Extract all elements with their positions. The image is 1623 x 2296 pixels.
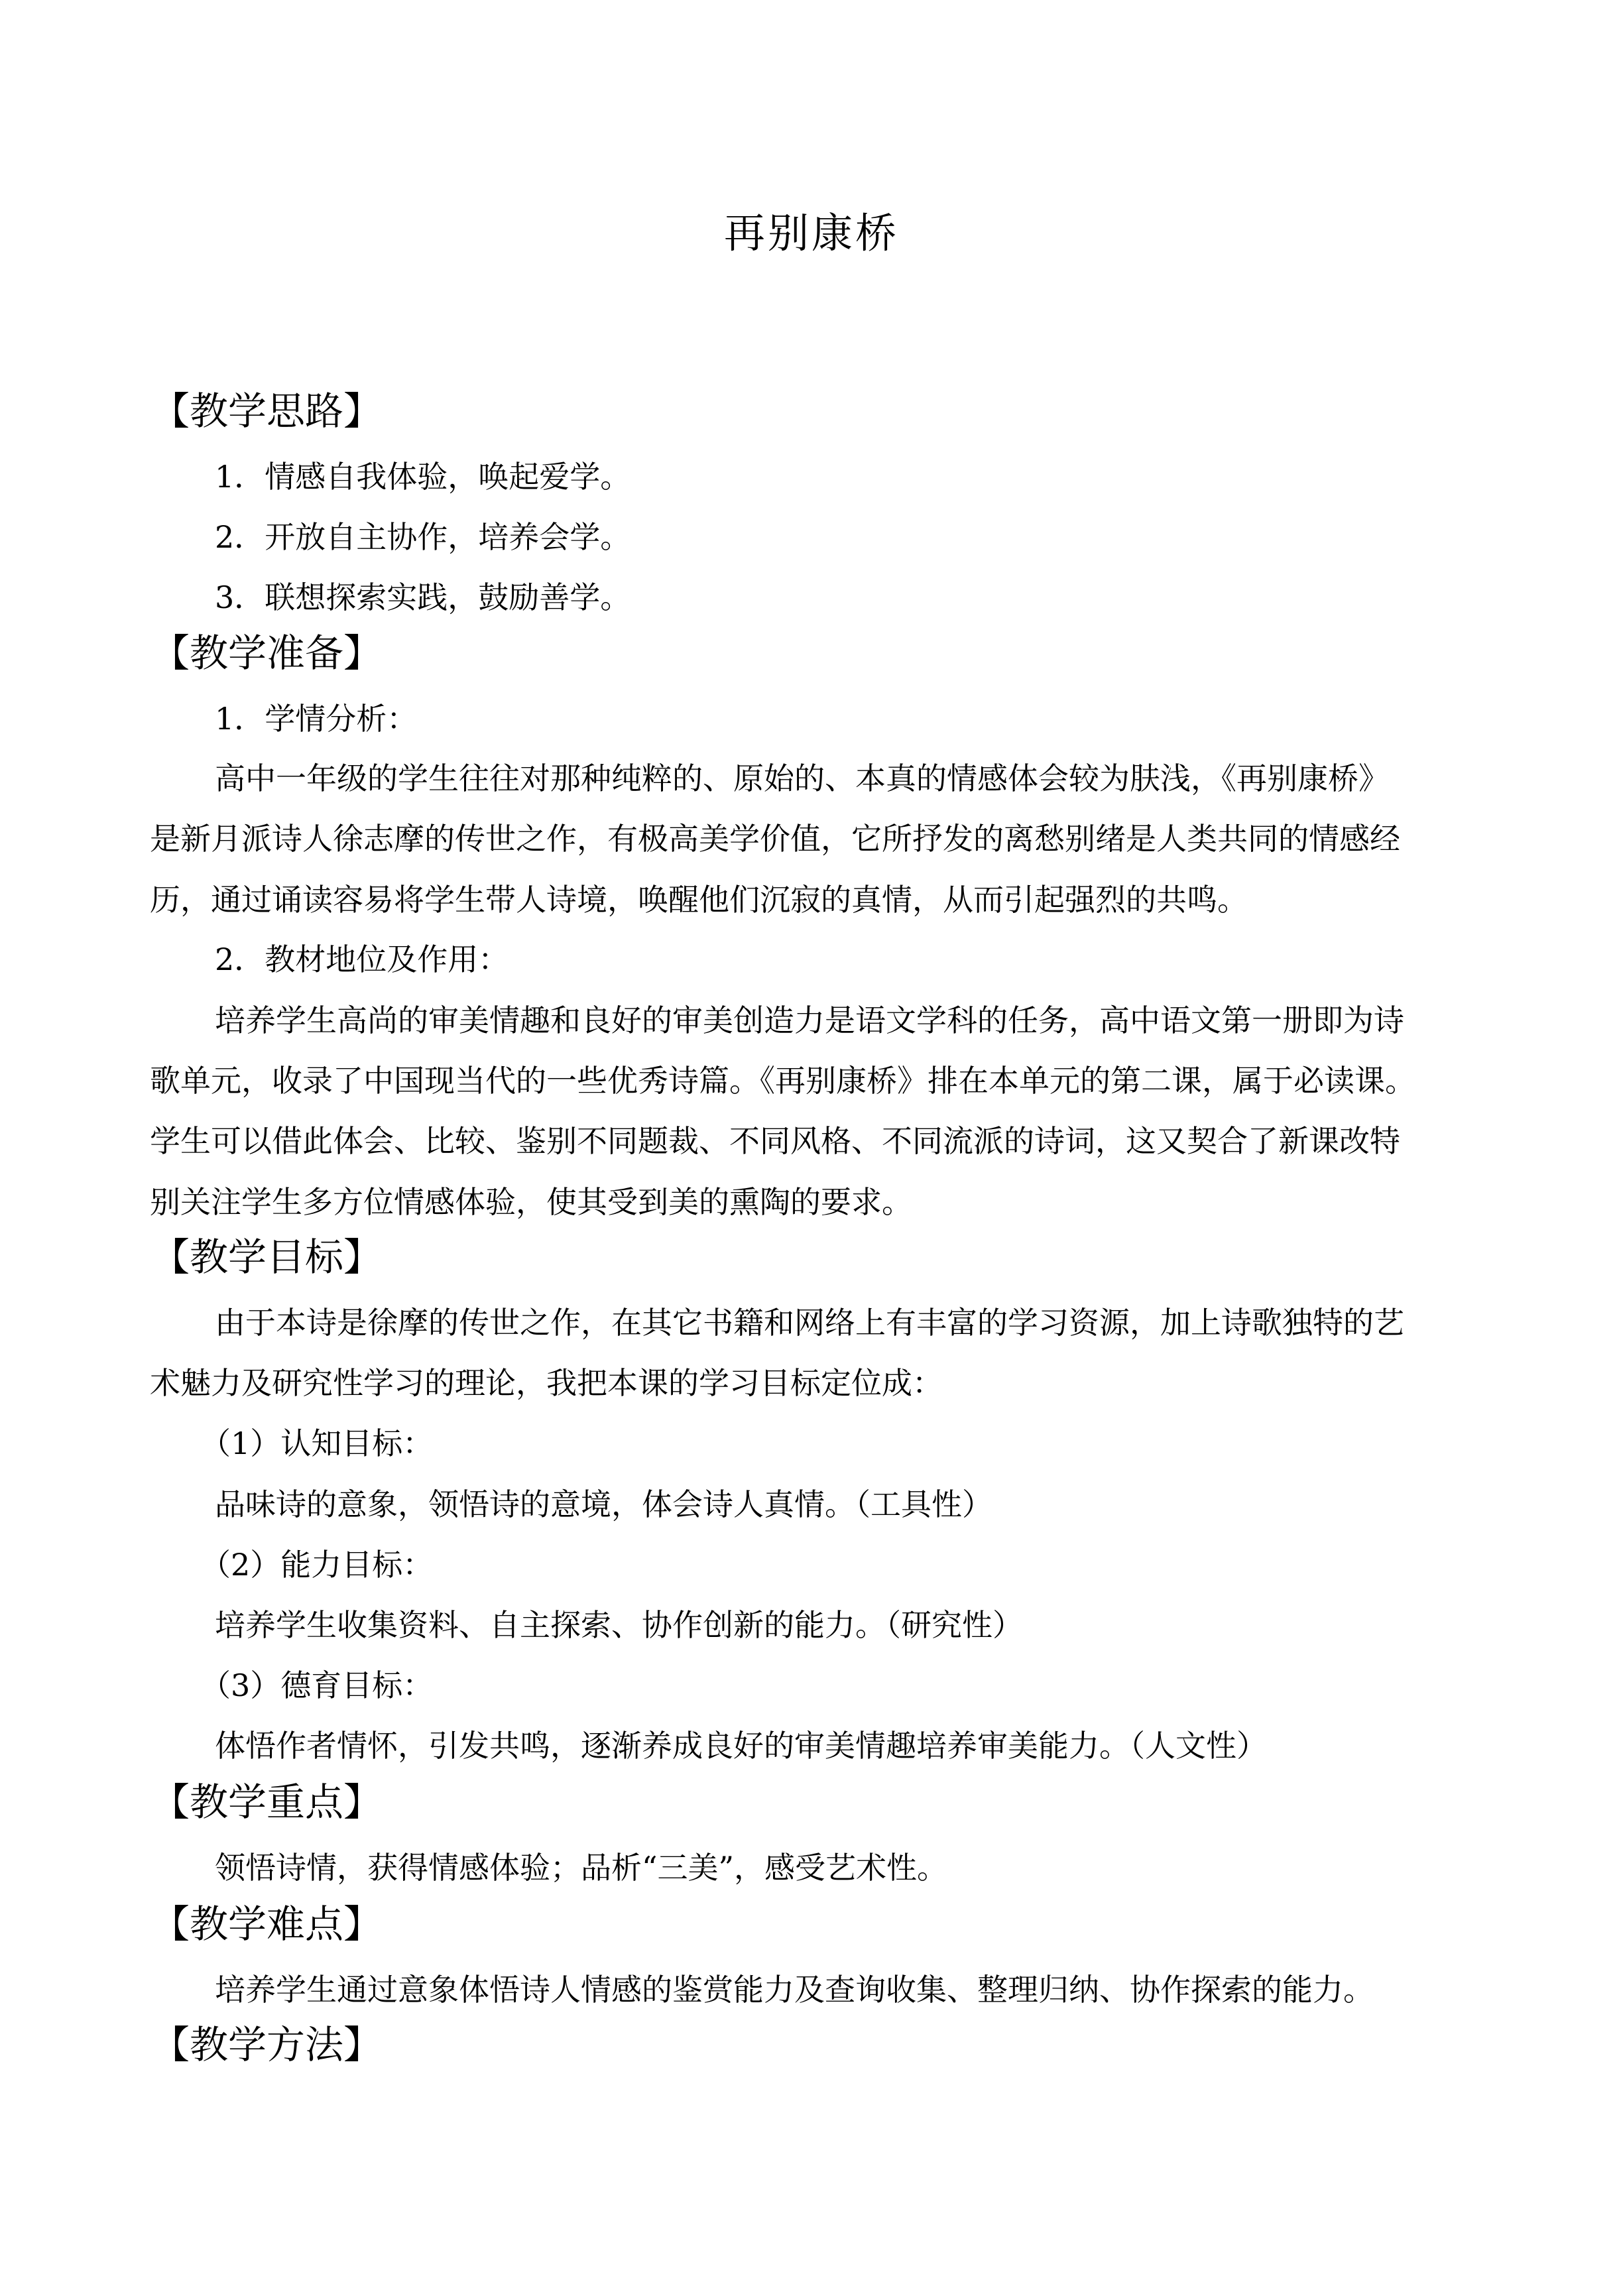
preparation-paragraph-2-line-1: 培养学生高尚的审美情趣和良好的审美创造力是语文学科的任务，高中语文第一册即为诗 bbox=[215, 1002, 1404, 1038]
preparation-paragraph-1-line-2: 是新月派诗人徐志摩的传世之作，有极高美学价值，它所抒发的离愁别绪是人类共同的情感经 bbox=[150, 821, 1400, 857]
goal-ability-text: 培养学生收集资料、自主探索、协作创新的能力。（研究性） bbox=[215, 1607, 1023, 1643]
preparation-paragraph-2-line-4: 别关注学生多方位情感体验，使其受到美的熏陶的要求。 bbox=[150, 1184, 912, 1220]
goal-cognitive-label: （1）认知目标： bbox=[200, 1425, 434, 1461]
preparation-paragraph-1-line-1: 高中一年级的学生往往对那种纯粹的、原始的、本真的情感体会较为肤浅，《再别康桥》 bbox=[215, 760, 1389, 796]
goal-moral-label: （3）德育目标： bbox=[200, 1667, 434, 1703]
section-heading-key-points: 【教学重点】 bbox=[151, 1780, 383, 1825]
goals-intro-line-2: 术魅力及研究性学习的理论，我把本课的学习目标定位成： bbox=[150, 1365, 943, 1401]
thinking-item-1: 1．情感自我体验，唤起爱学。 bbox=[215, 459, 631, 495]
section-heading-methods: 【教学方法】 bbox=[151, 2022, 383, 2067]
document-title: 再别康桥 bbox=[723, 209, 899, 257]
section-heading-thinking: 【教学思路】 bbox=[151, 389, 383, 434]
preparation-subheading-2: 2．教材地位及作用： bbox=[215, 941, 509, 977]
preparation-paragraph-2-line-2: 歌单元，收录了中国现当代的一些优秀诗篇。《再别康桥》排在本单元的第二课，属于必读课。 bbox=[150, 1063, 1415, 1099]
goals-intro-line-1: 由于本诗是徐摩的传世之作，在其它书籍和网络上有丰富的学习资源，加上诗歌独特的艺 bbox=[215, 1305, 1404, 1341]
goal-cognitive-text: 品味诗的意象，领悟诗的意境，体会诗人真情。（工具性） bbox=[215, 1486, 992, 1522]
goal-moral-text: 体悟作者情怀，引发共鸣，逐渐养成良好的审美情趣培养审美能力。（人文性） bbox=[215, 1728, 1267, 1764]
key-points-text: 领悟诗情，获得情感体验；品析“三美”，感受艺术性。 bbox=[215, 1850, 948, 1886]
preparation-paragraph-1-line-3: 历，通过诵读容易将学生带人诗境，唤醒他们沉寂的真情，从而引起强烈的共鸣。 bbox=[150, 882, 1248, 918]
thinking-item-2: 2．开放自主协作，培养会学。 bbox=[215, 519, 631, 555]
thinking-item-3: 3．联想探索实践，鼓励善学。 bbox=[215, 579, 631, 615]
section-heading-difficulties: 【教学难点】 bbox=[151, 1902, 383, 1947]
section-heading-goals: 【教学目标】 bbox=[151, 1235, 383, 1280]
preparation-paragraph-2-line-3: 学生可以借此体会、比较、鉴别不同题裁、不同风格、不同流派的诗词，这又契合了新课改特 bbox=[150, 1123, 1400, 1159]
section-heading-preparation: 【教学准备】 bbox=[151, 631, 383, 676]
goal-ability-label: （2）能力目标： bbox=[200, 1547, 434, 1583]
preparation-subheading-1: 1．学情分析： bbox=[215, 701, 418, 737]
difficulties-text: 培养学生通过意象体悟诗人情感的鉴赏能力及查询收集、整理归纳、协作探索的能力。 bbox=[215, 1972, 1374, 2008]
